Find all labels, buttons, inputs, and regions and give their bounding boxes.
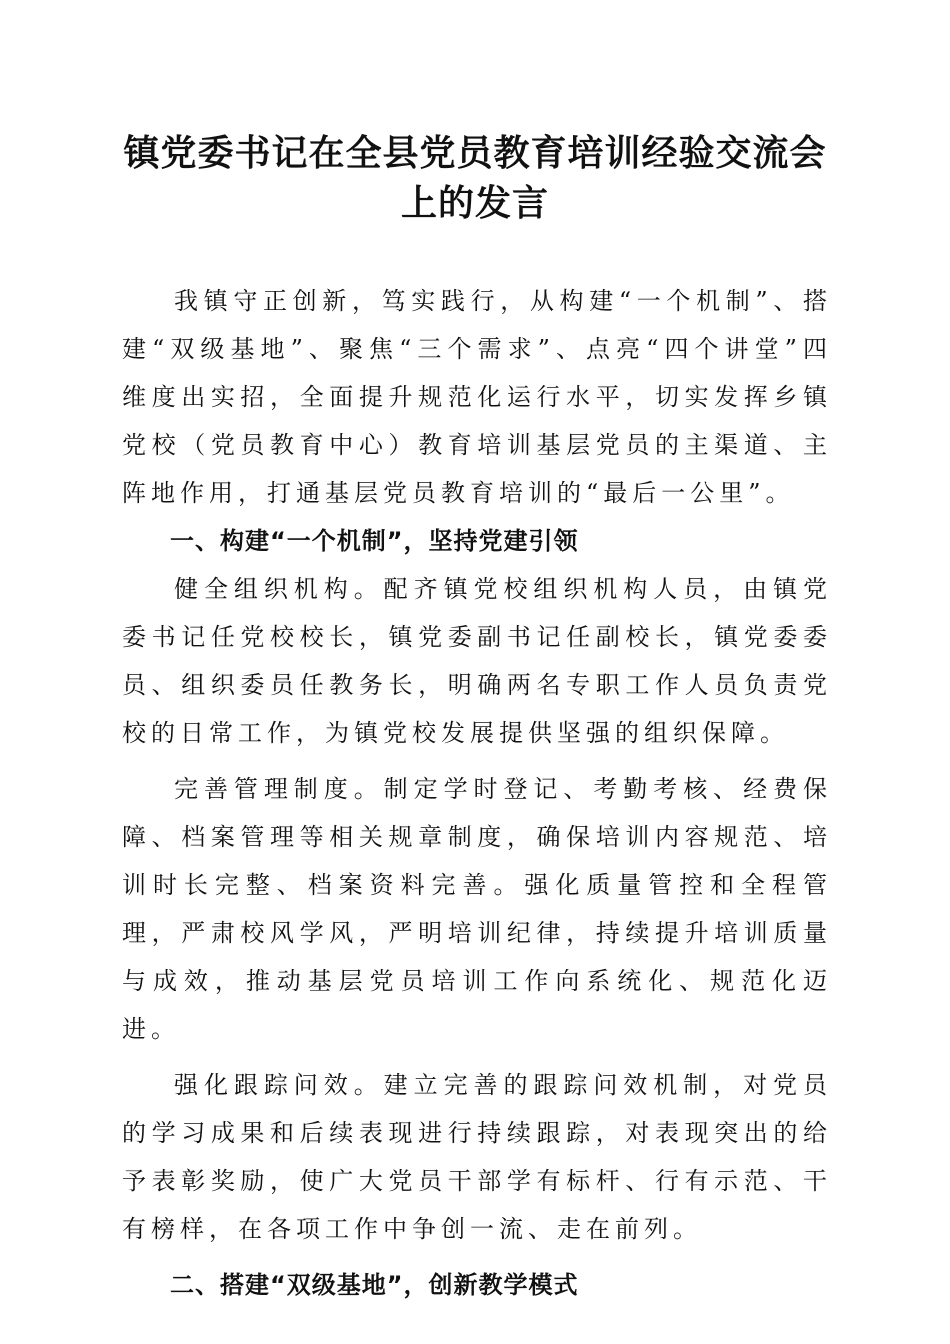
section-heading-2: 二、搭建“双级基地”，创新教学模式 (170, 1271, 579, 1299)
section1-paragraph: 完善管理制度。制定学时登记、考勤考核、经费保障、档案管理等相关规章制度，确保培训内容规范、培训时长完整、档案资料完善。强化质量管控和全程管理，严肃校风学风，严明培训纪律，持续提升培训质量与成效，推动基层党员培训工作向系统化、规范化迈进。 (122, 775, 832, 1043)
document-body (122, 277, 832, 1309)
intro-paragraph: 我镇守正创新，笃实践行，从构建“一个机制”、搭建“双级基地”、聚焦“三个需求”、点亮“四个讲堂”四维度出实招，全面提升规范化运行水平，切实发挥乡镇党校（党员教育中心）教育培训基层党员的主渠道、主阵地作用，打通基层党员教育培训的“最后一公里”。 (122, 287, 832, 507)
document-title: 镇党委书记在全县党员教育培训经验交流会上的发言 (123, 132, 827, 224)
section1-paragraph: 健全组织机构。配齐镇党校组织机构人员，由镇党委书记任党校校长，镇党委副书记任副校长，镇党委委员、组织委员任教务长，明确两名专职工作人员负责党校的日常工作，为镇党校发展提供坚强的组织保障。 (122, 575, 832, 747)
section-heading-1: 一、构建“一个机制”，坚持党建引领 (170, 527, 579, 555)
section1-paragraph: 强化跟踪问效。建立完善的跟踪问效机制，对党员的学习成果和后续表现进行持续跟踪，对表现突出的给予表彰奖励，使广大党员干部学有标杆、行有示范、干有榜样，在各项工作中争创一流、走在前列。 (122, 1071, 832, 1243)
